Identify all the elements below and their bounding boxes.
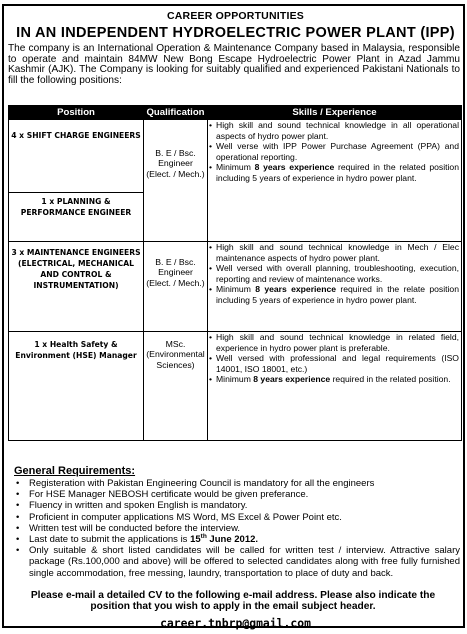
- apply-instructions: Please e-mail a detailed CV to the following e-mail address. Please also indicate the position that you wish to apply in the email subject header.: [30, 590, 436, 613]
- positions-table: [8, 105, 462, 441]
- skill-emphasis: 8 years experience: [254, 162, 335, 173]
- column-header-qualification: Qualification: [144, 106, 208, 120]
- qualification-line: MSc.: [165, 339, 186, 349]
- skill-emphasis: 8 years experience: [255, 284, 337, 295]
- deadline-day-suffix: th: [200, 532, 207, 540]
- requirement-item: • Fluency in written and spoken English is mandatory.: [12, 500, 460, 511]
- skills-cell: [208, 242, 462, 332]
- deadline-month-year: June 2012.: [206, 534, 259, 546]
- intro-paragraph: The company is an International Operation & Maintenance Company based in Malaysia, responsible to operate and maintain 84MW New Bong Escape Hydroelectric Power Plant in Azad Jammu Kashmir (AJK). The Company is looking for suitably qualified and experienced Pakistani Nationals to fill the following positions:: [8, 43, 460, 86]
- skill-item: [209, 284, 459, 305]
- qualification-line: (Environmental: [146, 349, 205, 360]
- requirement-text: Last date to submit the applications is: [29, 534, 191, 546]
- skills-list: [209, 332, 459, 385]
- general-requirements-list: [12, 478, 460, 579]
- qualification-line: Sciences): [156, 359, 195, 370]
- position-cell: 4 x SHIFT CHARGE ENGINEERS: [9, 120, 144, 193]
- qualification-line: Engineer: [158, 267, 193, 278]
- position-cell: 1 x PLANNING & PERFORMANCE ENGINEER: [9, 193, 144, 242]
- table-header-row: [9, 106, 462, 120]
- deadline-day: 15: [190, 534, 201, 546]
- general-requirements-title: General Requirements:: [14, 465, 136, 477]
- skills-cell: [208, 120, 462, 242]
- skill-text: required in the relate position including 5 years of experience in hydro power plant.: [216, 284, 459, 305]
- kicker-heading: CAREER OPPORTUNITIES: [166, 10, 304, 22]
- position-cell: 3 x MAINTENANCE ENGINEERS (ELECTRICAL, MECHANICAL AND CONTROL & INSTRUMENTATION): [9, 242, 144, 332]
- skill-text: Minimum: [216, 162, 255, 173]
- requirement-item: • Registeration with Pakistan Engineering Council is mandatory for all the engineers: [12, 478, 460, 489]
- skill-item: [209, 162, 459, 183]
- skills-cell: [208, 332, 462, 441]
- qualification-cell: [144, 242, 208, 332]
- table-row: [9, 332, 462, 441]
- requirement-item: [12, 534, 460, 545]
- requirement-item: • Proficient in computer applications MS Word, MS Excel & Power Point etc.: [12, 512, 460, 523]
- position-cell: 1 x Health Safety & Environment (HSE) Manager: [9, 332, 144, 441]
- contact-email: career.tnbrp@gmail.com: [160, 616, 311, 630]
- skill-item: • High skill and sound technical knowledge in related field, experience in hydro power plant is preferable.: [209, 332, 459, 353]
- headline: IN AN INDEPENDENT HYDROELECTRIC POWER PLANT (IPP): [16, 25, 455, 41]
- table-row: [9, 120, 462, 193]
- qualification-line: (Elect. / Mech.): [146, 277, 205, 288]
- skill-text: required in the related position including 5 years of experience in hydro power plant.: [216, 162, 459, 183]
- skill-item: • High skill and sound technical knowledge in Mech / Elec maintenance aspects of hydro power plant.: [209, 242, 459, 263]
- skill-item: • High skill and sound technical knowledge in all operational aspects of hydro power plant.: [209, 120, 459, 141]
- column-header-position: Position: [9, 106, 144, 120]
- requirement-item: • Only suitable & short listed candidates will be called for written test / interview. Attractive salary package (Rs.100,000 and above) will be offered to selected candidates along with free fully furnished single accommodation, free messing, laundry, transportation to place of duty and back.: [12, 545, 460, 579]
- qualification-cell: [144, 332, 208, 441]
- skill-item: • Well versed with overall planning, troubleshooting, execution, reporting and review of maintenance works.: [209, 263, 459, 284]
- skill-emphasis: 8 years experience: [253, 374, 331, 385]
- requirement-item: • For HSE Manager NEBOSH certificate would be given preferance.: [12, 489, 460, 500]
- requirement-item: • Written test will be conducted before the interview.: [12, 523, 460, 534]
- qualification-cell: [144, 120, 208, 242]
- column-header-skills: Skills / Experience: [208, 106, 462, 120]
- skill-item: • Well verse with IPP Power Purchase Agreement (PPA) and operational reporting.: [209, 141, 459, 162]
- skills-list: [209, 242, 459, 306]
- skill-item: • Well versed with professional and legal requirements (ISO 14001, ISO 18001, etc.): [209, 353, 459, 374]
- skill-item: [209, 374, 459, 385]
- skills-list: [209, 120, 459, 184]
- skill-text: required in the related position.: [330, 374, 451, 385]
- advertisement-frame: [2, 4, 465, 628]
- qualification-line: B. E / Bsc.: [155, 148, 196, 158]
- skill-text: Minimum: [216, 374, 254, 385]
- qualification-line: (Elect. / Mech.): [146, 168, 205, 179]
- skill-text: Minimum: [216, 284, 256, 295]
- deadline-date: [190, 534, 258, 545]
- table-row: [9, 242, 462, 332]
- qualification-line: B. E / Bsc.: [155, 257, 196, 267]
- qualification-line: Engineer: [158, 158, 193, 169]
